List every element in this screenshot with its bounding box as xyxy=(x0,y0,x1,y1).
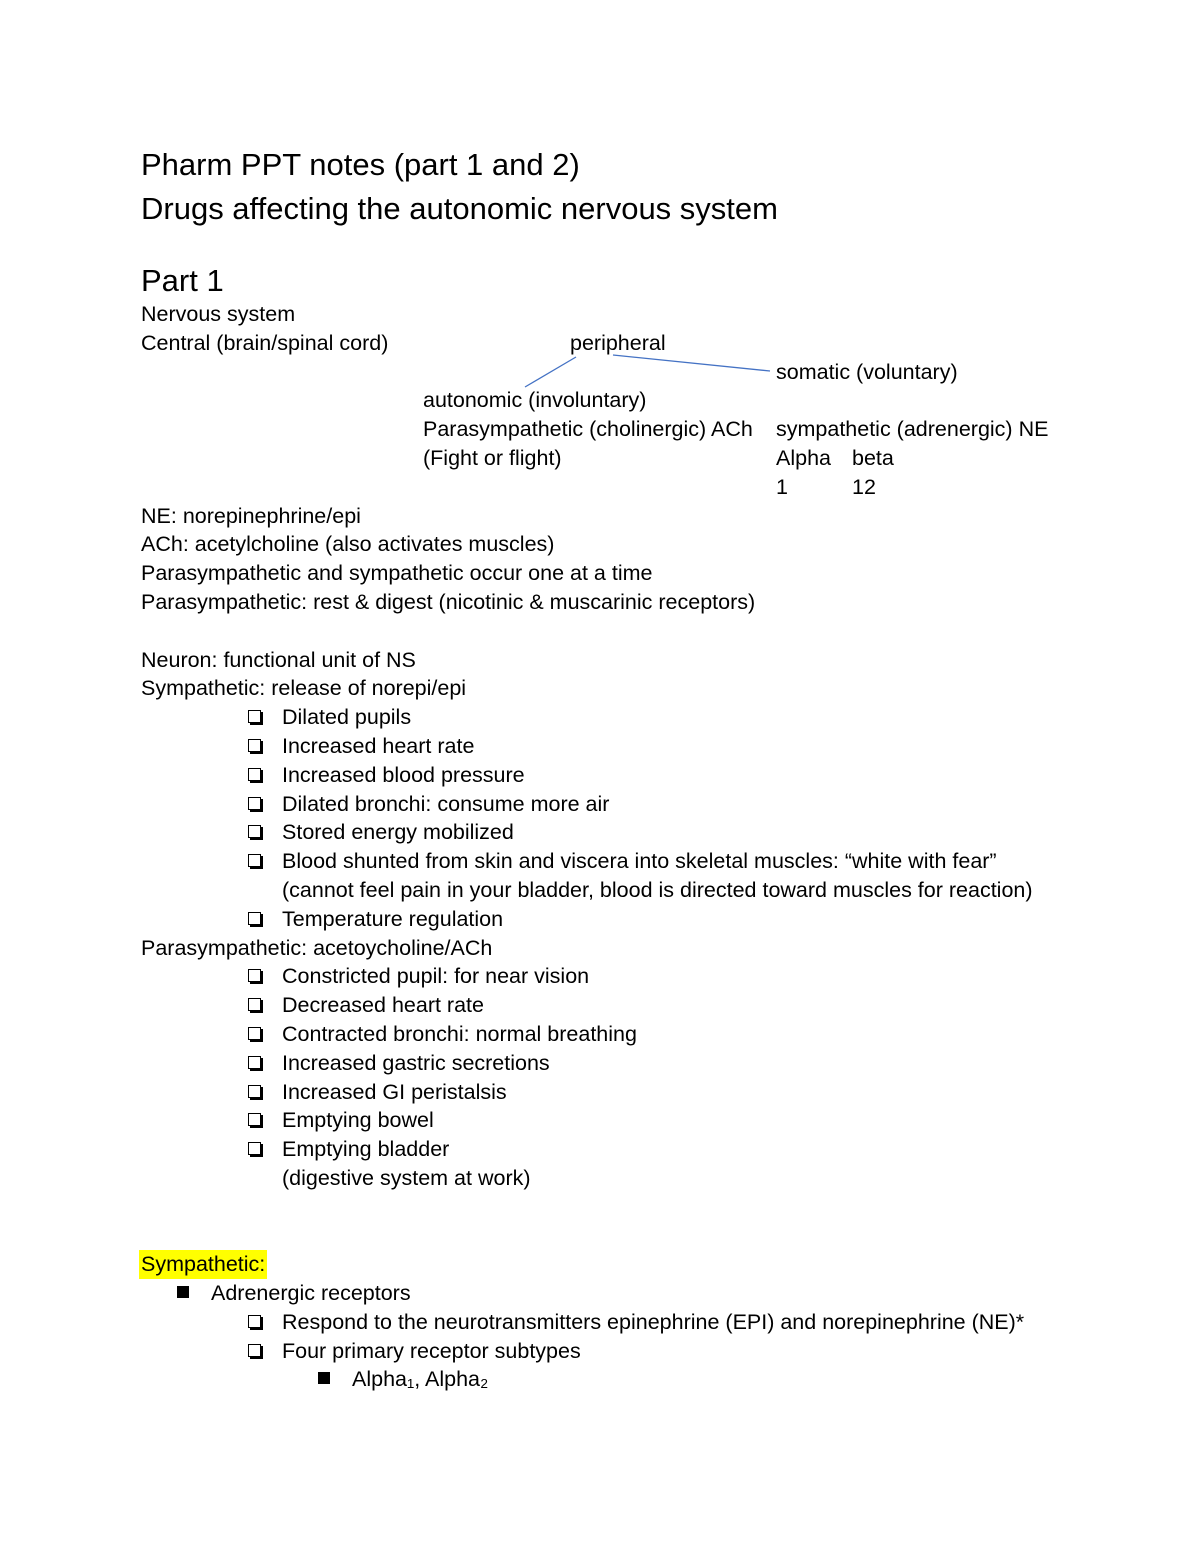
list-item xyxy=(0,703,1200,732)
list-item xyxy=(0,1279,1200,1308)
list-item-text: Contracted bronchi: normal breathing xyxy=(282,1021,637,1046)
list-item-text: Adrenergic receptors xyxy=(211,1281,411,1306)
list-item-text: Increased GI peristalsis xyxy=(282,1079,507,1104)
list-item xyxy=(0,1106,1200,1135)
list-item-text: Increased gastric secretions xyxy=(282,1050,550,1075)
list-item xyxy=(0,1337,1200,1366)
checkbox-bullet-icon xyxy=(248,710,261,723)
blank-line xyxy=(0,1193,1200,1222)
list-item xyxy=(0,790,1200,819)
checkbox-bullet-icon xyxy=(248,1344,261,1357)
central-nervous-system-label: Central (brain/spinal cord) xyxy=(141,330,389,355)
list-item-text: Temperature regulation xyxy=(282,906,504,931)
checkbox-bullet-icon xyxy=(248,825,261,838)
list-item xyxy=(0,1135,1200,1164)
beta-subtypes: 12 xyxy=(852,474,876,499)
list-item xyxy=(0,962,1200,991)
list-item-note: (cannot feel pain in your bladder, blood is directed toward muscles for reaction) xyxy=(282,877,1033,902)
notes-body xyxy=(0,300,1200,1394)
blank-line xyxy=(0,617,1200,646)
filled-square-bullet-icon xyxy=(318,1372,330,1384)
list-item xyxy=(0,1020,1200,1049)
diagram-row xyxy=(0,358,1200,387)
alpha-label: Alpha xyxy=(776,445,831,470)
definition-text: ACh: acetylcholine (also activates muscles) xyxy=(141,532,555,557)
list-item-text: Dilated bronchi: consume more air xyxy=(282,791,610,816)
diagram-row xyxy=(0,473,1200,502)
list-item xyxy=(0,1078,1200,1107)
list-item xyxy=(0,818,1200,847)
nervous-system-label: Nervous system xyxy=(141,302,296,326)
list-item-text: Dilated pupils xyxy=(282,705,412,730)
beta-label: beta xyxy=(852,445,894,470)
list-item-text: Increased heart rate xyxy=(282,733,475,758)
list-item-text: Blood shunted from skin and viscera into skeletal muscles: “white with fear” xyxy=(282,849,997,874)
list-item-continuation xyxy=(0,1164,1200,1193)
parasympathetic-effects-heading: Parasympathetic: acetoycholine/ACh xyxy=(141,935,493,960)
list-item-text: Decreased heart rate xyxy=(282,993,484,1018)
checkbox-bullet-icon xyxy=(248,1142,261,1155)
list-item-text: Stored energy mobilized xyxy=(282,820,514,845)
definition-line xyxy=(0,559,1200,588)
checkbox-bullet-icon xyxy=(248,797,261,810)
checkbox-bullet-icon xyxy=(248,998,261,1011)
checkbox-bullet-icon xyxy=(248,1085,261,1098)
list-item xyxy=(0,905,1200,934)
diagram-row xyxy=(0,329,1200,358)
list-item xyxy=(0,1049,1200,1078)
diagram-row xyxy=(0,415,1200,444)
list-item xyxy=(0,1365,1200,1394)
list-item xyxy=(0,761,1200,790)
text-line xyxy=(0,646,1200,675)
list-item-text: Emptying bowel xyxy=(282,1108,434,1133)
definition-text: Parasympathetic and sympathetic occur one at a time xyxy=(141,561,653,586)
peripheral-nervous-system-label: peripheral xyxy=(570,330,666,355)
definition-line xyxy=(0,588,1200,617)
filled-square-bullet-icon xyxy=(177,1286,189,1298)
checkbox-bullet-icon xyxy=(248,768,261,781)
checkbox-bullet-icon xyxy=(248,969,261,982)
checkbox-bullet-icon xyxy=(248,1027,261,1040)
checkbox-bullet-icon xyxy=(248,912,261,925)
list-item-note: (digestive system at work) xyxy=(282,1165,531,1190)
fight-or-flight-label: (Fight or flight) xyxy=(423,445,562,470)
definition-line xyxy=(0,530,1200,559)
sympathetic-effects-heading: Sympathetic: release of norepi/epi xyxy=(141,676,467,701)
list-item-text: Four primary receptor subtypes xyxy=(282,1338,581,1363)
alpha-subtypes: 1 xyxy=(776,474,788,499)
somatic-label: somatic (voluntary) xyxy=(776,359,958,384)
diagram-row xyxy=(0,300,1200,329)
list-item-text: Increased blood pressure xyxy=(282,762,525,787)
autonomic-label: autonomic (involuntary) xyxy=(423,388,647,413)
neuron-note: Neuron: functional unit of NS xyxy=(141,647,416,672)
list-item-continuation xyxy=(0,876,1200,905)
highlighted-sympathetic-heading: Sympathetic: xyxy=(139,1250,267,1279)
diagram-row xyxy=(0,444,1200,473)
list-item-text: Respond to the neurotransmitters epinephrine (EPI) and norepinephrine (NE)* xyxy=(282,1309,1025,1334)
checkbox-bullet-icon xyxy=(248,1113,261,1126)
definition-text: Parasympathetic: rest & digest (nicotinic & muscarinic receptors) xyxy=(141,589,756,614)
checkbox-bullet-icon xyxy=(248,739,261,752)
list-item-text: Constricted pupil: for near vision xyxy=(282,964,590,989)
checkbox-bullet-icon xyxy=(248,1056,261,1069)
section-heading-line xyxy=(0,934,1200,963)
definition-text: NE: norepinephrine/epi xyxy=(141,503,361,528)
document-title: Pharm PPT notes (part 1 and 2) xyxy=(141,147,580,182)
parasympathetic-label: Parasympathetic (cholinergic) ACh xyxy=(423,417,753,442)
list-item xyxy=(0,847,1200,876)
list-item xyxy=(0,732,1200,761)
list-item xyxy=(0,1308,1200,1337)
sympathetic-label: sympathetic (adrenergic) NE xyxy=(776,417,1049,442)
list-item-text: Emptying bladder xyxy=(282,1137,450,1162)
blank-line xyxy=(0,1222,1200,1251)
diagram-row xyxy=(0,386,1200,415)
part-heading: Part 1 xyxy=(141,263,224,298)
definition-line xyxy=(0,502,1200,531)
list-item-text: Alpha₁, Alpha₂ xyxy=(352,1367,489,1392)
document-subtitle: Drugs affecting the autonomic nervous system xyxy=(141,191,778,226)
checkbox-bullet-icon xyxy=(248,854,261,867)
list-item xyxy=(0,991,1200,1020)
section-heading-line xyxy=(0,674,1200,703)
section-heading-line xyxy=(0,1250,1200,1279)
checkbox-bullet-icon xyxy=(248,1315,261,1328)
